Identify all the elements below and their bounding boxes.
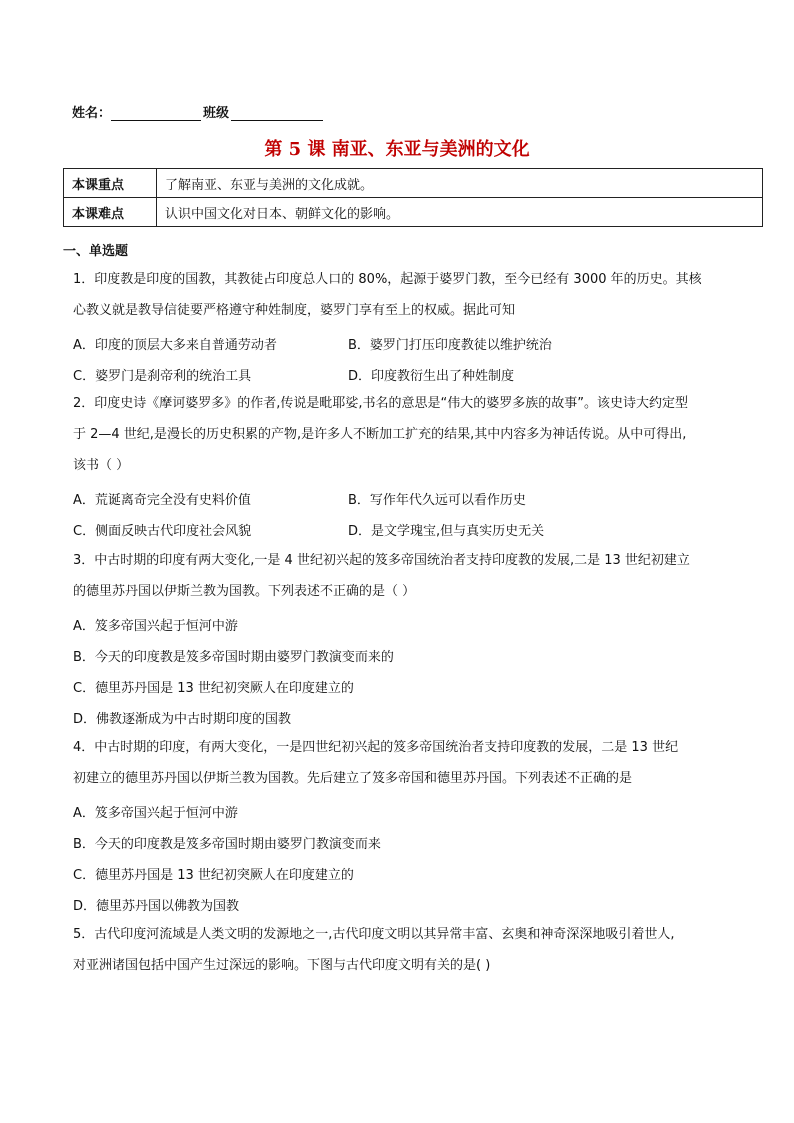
class-blank[interactable] [231,106,323,121]
question-4-line: 4．中古时期的印度，有两大变化，一是四世纪初兴起的笈多帝国统治者支持印度教的发展，二是 13 世纪 [73,740,679,755]
question-3-line: 3．中古时期的印度有两大变化,一是 4 世纪初兴起的笈多帝国统治者支持印度教的发展,二是 13 世纪初建立 [73,553,690,568]
question-2-line: 该书（ ） [73,458,130,473]
table-row [64,169,763,198]
question-2-line: 2．印度史诗《摩诃婆罗多》的作者,传说是毗耶娑,书名的意思是“伟大的婆罗多族的故事”。该史诗大约定型 [73,396,689,411]
question-3-line: 的德里苏丹国以伊斯兰教为国教。下列表述不正确的是（ ） [73,584,416,599]
question-1-option-b: B．婆罗门打压印度教徒以维护统治 [348,338,552,353]
question-2-option-b: B．写作年代久远可以看作历史 [348,493,526,508]
class-label: 班级 [203,106,230,121]
key-points-table [63,168,763,227]
question-1-line: 心教义就是教导信徒要严格遵守种姓制度，婆罗门享有至上的权威。据此可知 [73,303,516,318]
key-label: 本课重点 [64,169,157,198]
question-3-option-c: C．德里苏丹国是 13 世纪初突厥人在印度建立的 [73,681,354,696]
key-label: 本课难点 [64,198,157,227]
question-1-line: 1．印度教是印度的国教，其教徒占印度总人口的 80%，起源于婆罗门教，至今已经有 3000 年的历史。其核 [73,272,702,287]
question-1-option-c: C．婆罗门是刹帝利的统治工具 [73,369,252,384]
question-1-option-d: D．印度教衍生出了种姓制度 [348,369,515,384]
question-3-option-b: B．今天的印度教是笈多帝国时期由婆罗门教演变而来的 [73,650,394,665]
key-value: 了解南亚、东亚与美洲的文化成就。 [157,169,763,198]
question-2-option-d: D．是文学瑰宝,但与真实历史无关 [348,524,545,539]
question-4-option-b: B．今天的印度教是笈多帝国时期由婆罗门教演变而来 [73,837,381,852]
table-row [64,198,763,227]
section-title: 一、单选题 [63,244,129,259]
question-4-option-d: D．德里苏丹国以佛教为国教 [73,899,240,914]
name-label: 姓名： [72,106,112,121]
question-5-line: 5．古代印度河流域是人类文明的发源地之一,古代印度文明以其异常丰富、玄奥和神奇深深地吸引着世人, [73,927,675,942]
question-2-option-a: A．荒诞离奇完全没有史料价值 [73,493,251,508]
question-4-option-a: A．笈多帝国兴起于恒河中游 [73,806,238,821]
name-blank[interactable] [111,106,201,121]
question-3-option-d: D．佛教逐渐成为中古时期印度的国教 [73,712,292,727]
question-3-option-a: A．笈多帝国兴起于恒河中游 [73,619,238,634]
question-5-line: 对亚洲诸国包括中国产生过深远的影响。下图与古代印度文明有关的是( ) [73,958,491,973]
lesson-title: 第 5 课 南亚、东亚与美洲的文化 [264,139,530,160]
name-class-line [72,102,323,121]
question-2-option-c: C．侧面反映古代印度社会风貌 [73,524,252,539]
question-4-line: 初建立的德里苏丹国以伊斯兰教为国教。先后建立了笈多帝国和德里苏丹国。下列表述不正确的是 [73,771,633,786]
key-value: 认识中国文化对日本、朝鲜文化的影响。 [157,198,763,227]
question-1-option-a: A．印度的顶层大多来自普通劳动者 [73,338,277,353]
question-4-option-c: C．德里苏丹国是 13 世纪初突厥人在印度建立的 [73,868,354,883]
question-2-line: 于 2—4 世纪,是漫长的历史积累的产物,是许多人不断加工扩充的结果,其中内容多为神话传说。从中可得出, [73,427,687,442]
